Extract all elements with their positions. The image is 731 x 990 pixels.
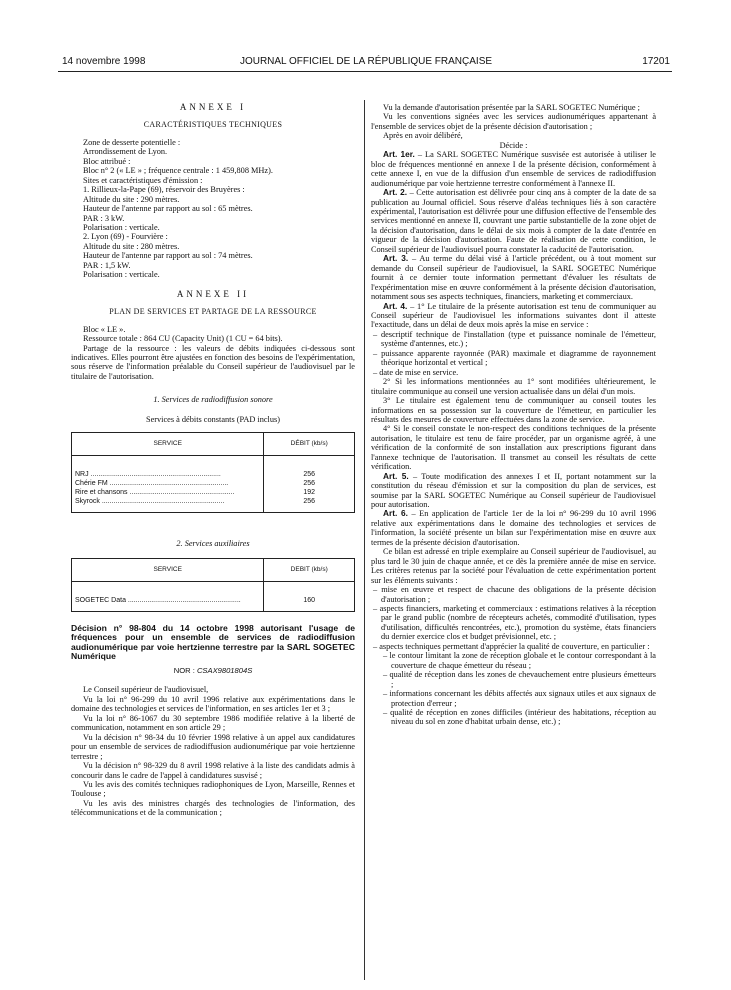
annex-2-heading: ANNEXE II — [176, 288, 250, 299]
nor-label: NOR : — [173, 665, 195, 675]
sub-list-item: – qualité de réception dans les zones de chevauchement entre plusieurs émetteurs ; — [383, 670, 656, 689]
column-header-debit: DEBIT (kb/s) — [264, 559, 355, 581]
article-4-paragraph: 3° Le titulaire est également tenu de communiquer au conseil toutes les informations en sa possession sur la couverture de l'émetteur, en particulier les résultats des mesures de couverture effectuées dans la zone de service. — [371, 396, 656, 424]
annex-1-line: PAR : 1,5 kW. — [83, 260, 131, 270]
annex-1-line: Polarisation : verticale. — [83, 222, 160, 232]
right-column — [371, 103, 656, 727]
article-4-paragraph: 2° Si les informations mentionnées au 1° sont modifiées ultérieurement, le titulaire communique au conseil une version actualisée dans un délai d'un mois. — [371, 377, 656, 396]
annex-1-heading: ANNEXE I — [179, 102, 247, 112]
sub-list-item: – informations concernant les débits affectés aux signaux utiles et aux signaux de protection d'erreur ; — [383, 689, 656, 708]
service-name: Rire et chansons ...................................................... — [72, 488, 264, 497]
decision-paragraph: Le Conseil supérieur de l'audiovisuel, — [83, 685, 209, 695]
article-text: – 1° Le titulaire de la présente autorisation est tenu de communiquer au Conseil supérieur de l'audiovisuel les informations suivantes dont il atteste l'exactitude, dans un délai de deux mois après la mise en service : — [371, 301, 656, 330]
annex-1-line: Hauteur de l'antenne par rapport au sol : 74 mètres. — [83, 251, 253, 261]
article-text: – Toute modification des annexes I et II, portant notamment sur la constitution du réseau d'émission et sur la composition du plan de services, est soumise par la SARL SOGETEC Numérique au Conseil supérieur de l'audiovisuel pour autorisation. — [371, 471, 656, 510]
article-label: Art. 3. — [383, 253, 409, 264]
intro-paragraph: Vu les conventions signées avec les services audionumériques appartenant à l'ensemble de services objet de la présente décision d'autorisation ; — [371, 112, 656, 131]
annex-2-line: Bloc « LE ». — [83, 324, 126, 334]
column-divider — [364, 100, 365, 980]
section-1-subtitle: Services à débits constants (PAD inclus) — [145, 414, 281, 424]
article-5 — [371, 472, 656, 510]
service-debit: 160 — [303, 596, 316, 604]
column-header-debit: DÉBIT (kb/s) — [264, 433, 355, 455]
column-header-service: SERVICE — [72, 559, 264, 581]
article-text: – En application de l'article 1er de la loi n° 96-299 du 10 avril 1996 relative aux expérimentations dans le domaine des technologies et services de l'information, la société présente un bilan sur l'expérimentation mise en œuvre aux termes de la présente décision d'autorisation. — [371, 509, 656, 547]
annex-1-line: Altitude du site : 290 mètres. — [83, 194, 180, 204]
list-item: – aspects financiers, marketing et commerciaux : estimations relatives à la réception par le grand public (nombre de récepteurs achetés, commodité d'utilisation, types d'utilisation, difficultés rencontrées, etc.), promotion du système, états financiers du dernier exercice clos et budget prévisionnel, etc. ; — [373, 604, 656, 642]
header-journal-title: JOURNAL OFFICIEL DE LA RÉPUBLIQUE FRANÇAISE — [239, 56, 493, 67]
article-4 — [371, 302, 656, 330]
intro-paragraph: Après en avoir délibéré, — [383, 131, 463, 141]
article-2 — [371, 188, 656, 254]
article-3 — [371, 254, 656, 301]
article-4-paragraph: 4° Si le conseil constate le non-respect des conditions techniques de la présente autorisation, le titulaire est tenu de faire procéder, par un organisme agréé, à une vérification de la conformité de son installation aux prescriptions figurant dans l'annexe technique de l'autorisation. Il transmet au conseil les résultats de cette vérification. — [371, 424, 656, 472]
annex-1-line: Arrondissement de Lyon. — [83, 147, 168, 157]
article-6 — [371, 509, 656, 547]
table-row — [72, 596, 355, 605]
list-item: – aspects techniques permettant d'apprécier la qualité de couverture, en particulier : — [373, 641, 650, 651]
annex-1-line: Zone de desserte potentielle : — [83, 137, 181, 147]
header-rule — [58, 71, 672, 72]
annex-1-line: Polarisation : verticale. — [83, 270, 160, 280]
article-text: – Cette autorisation est délivrée pour cinq ans à compter de la date de sa publication au Journal officiel. Sous réserve d'aléas techniques liés à son caractère expérimental, l'autorisation est délivrée pour une diffusion effective de l'ensemble des services mentionné en annexe II, couvrant une partie substantielle de la zone objet de la décision d'autorisation, dans le délai de six mois à compter de la date d'entrée en vigueur de la décision d'autorisation. Faute de réalisation de cette condition, le Conseil supérieur de l'audiovisuel pourra constater la caducité de l'autorisation. — [371, 188, 657, 254]
sub-list-item: – le contour limitant la zone de réception globale et le contour correspondant à la couverture de chaque émetteur du réseau ; — [383, 651, 656, 670]
article-1 — [371, 150, 656, 188]
annex-1-line: Sites et caractéristiques d'émission : — [83, 175, 203, 185]
decision-paragraph: Vu la loi n° 96-299 du 10 avril 1996 relative aux expérimentations dans le domaine des technologies et services de l'information, en ses articles 1er et 3 ; — [71, 694, 355, 714]
service-debit: 256 — [303, 470, 316, 478]
article-label: Art. 4. — [383, 300, 408, 311]
decision-paragraph: Vu la décision n° 98-329 du 8 avril 1998 relative à la liste des candidats admis à concourir dans le cadre de l'appel à candidatures susvisé ; — [71, 761, 355, 780]
annex-1-line: Altitude du site : 280 mètres. — [83, 241, 180, 251]
decision-paragraph: Vu les avis des comités techniques radiophoniques de Lyon, Marseille, Rennes et Toulouse ; — [71, 779, 355, 799]
service-debit: 256 — [303, 497, 316, 505]
section-2-title: 2. Services auxiliaires — [176, 538, 250, 548]
annex-1-line: Hauteur de l'antenne par rapport au sol : 65 mètres. — [83, 204, 253, 214]
list-item: – date de mise en service. — [373, 367, 459, 377]
annex-1-line: Bloc attribué : — [83, 156, 131, 166]
table-row — [72, 497, 355, 506]
article-6-paragraph: Ce bilan est adressé en triple exemplaire au Conseil supérieur de l'audiovisuel, au plus tard le 30 juin de chaque année, et ce dès la première année de mise en service. Les critères retenus par la société pour l'évaluation de cette expérimentation portent sur les éléments suivants : — [371, 547, 656, 585]
page-header — [62, 56, 670, 70]
service-name: NRJ ................................................................... — [72, 470, 264, 479]
service-name: Skyrock ............................................................... — [72, 497, 264, 506]
decision-paragraph: Vu les avis des ministres chargés des technologies de l'information, des télécommunications et de la communication ; — [71, 798, 355, 818]
service-debit: 256 — [303, 479, 316, 487]
services-table-1 — [71, 432, 355, 512]
article-label: Art. 1er. — [383, 149, 415, 160]
service-debit: 192 — [303, 488, 316, 496]
annex-1-line: PAR : 3 kW. — [83, 213, 125, 223]
annex-2-title: PLAN DE SERVICES ET PARTAGE DE LA RESSOURCE — [109, 307, 317, 317]
nor-code: CSAX9801804S — [196, 665, 253, 675]
article-label: Art. 2. — [383, 187, 408, 198]
service-name: Chérie FM ............................................................. — [72, 479, 264, 488]
table-header-row — [72, 559, 355, 581]
table-header-row — [72, 433, 355, 455]
annex-1-line: 2. Lyon (69) - Fourvière : — [83, 232, 168, 242]
decision-paragraph: Vu la loi n° 86-1067 du 30 septembre 1986 modifiée relative à la liberté de communication, notamment en son article 29 ; — [71, 713, 355, 733]
table-row — [72, 470, 355, 479]
annex-2-line: Ressource totale : 864 CU (Capacity Unit) (1 CU = 64 bits). — [83, 334, 283, 344]
column-header-service: SERVICE — [72, 433, 264, 455]
nor-reference — [71, 666, 355, 675]
article-label: Art. 5. — [383, 470, 409, 481]
decision-paragraph: Vu la décision n° 98-34 du 10 février 1998 relative à un appel aux candidatures pour un ensemble de services de radiodiffusion audionumérique par voie hertzienne terrestre ; — [71, 732, 355, 761]
table-row — [72, 488, 355, 497]
decision-title: Décision n° 98-804 du 14 octobre 1998 autorisant l'usage de fréquences pour un ensemble de services de radiodiffusion audionumérique par voie hertzienne terrestre par la SARL SOGETEC Numérique — [71, 622, 355, 662]
services-table-2 — [71, 558, 355, 611]
sub-list-item: – qualité de réception en zones difficiles (intérieur des habitations, réception au niveau du sol en zone d'habitat urbain dense, etc.) ; — [383, 708, 656, 727]
article-text: – La SARL SOGETEC Numérique susvisée est autorisée à utiliser le bloc de fréquences mentionné en annexe I de la présente décision, conformément à cette annexe I, en vue de la diffusion d'un ensemble de services de radiodiffusion audionumérique par voie hertzienne terrestre conformément à l'annexe II. — [371, 150, 656, 188]
section-1-title: 1. Services de radiodiffusion sonore — [153, 395, 273, 405]
list-item: – mise en œuvre et respect de chacune des obligations de la présente décision d'autorisation ; — [373, 585, 656, 604]
annex-2-line: Partage de la ressource : les valeurs de débits indiquées ci-dessous sont indicatives. Elles pourront être ajustées en fonction des besoins de l'expérimentation, sous réserve de l'information préalable du Conseil supérieur de l'audiovisuel par le titulaire de l'autorisation. — [71, 343, 355, 381]
decide-label: Décide : — [499, 140, 528, 150]
annex-1-line: 1. Rillieux-la-Pape (69), réservoir des Bruyères : — [83, 185, 245, 195]
list-item: – puissance apparente rayonnée (PAR) maximale et diagramme de rayonnement théorique horizontal et vertical ; — [373, 348, 656, 368]
article-text: – Au terme du délai visé à l'article précédent, ou à tout moment sur demande du Conseil supérieur de l'audiovisuel, la SARL SOGETEC Numérique fournit à ce dernier toute information permettant d'évaluer les résultats de l'expérimentation mise en œuvre conformément à la présente décision d'autorisation, notamment sous ses aspects techniques, financiers, marketing et commerciaux. — [371, 254, 656, 302]
service-name: SOGETEC Data .......................................................... — [72, 596, 264, 605]
header-date: 14 novembre 1998 — [62, 56, 146, 67]
article-label: Art. 6. — [383, 508, 408, 519]
left-column — [71, 103, 355, 818]
header-page-number: 17201 — [642, 56, 670, 67]
intro-paragraph: Vu la demande d'autorisation présentée par la SARL SOGETEC Numérique ; — [383, 103, 640, 112]
list-item: – descriptif technique de l'installation (type et puissance nominale de l'émetteur, système d'antennes, etc.) ; — [373, 329, 656, 349]
annex-1-title: CARACTÉRISTIQUES TECHNIQUES — [143, 120, 283, 130]
table-row — [72, 479, 355, 488]
annex-1-line: Bloc n° 2 (« LE » ; fréquence centrale : 1 459,808 MHz). — [83, 166, 273, 176]
